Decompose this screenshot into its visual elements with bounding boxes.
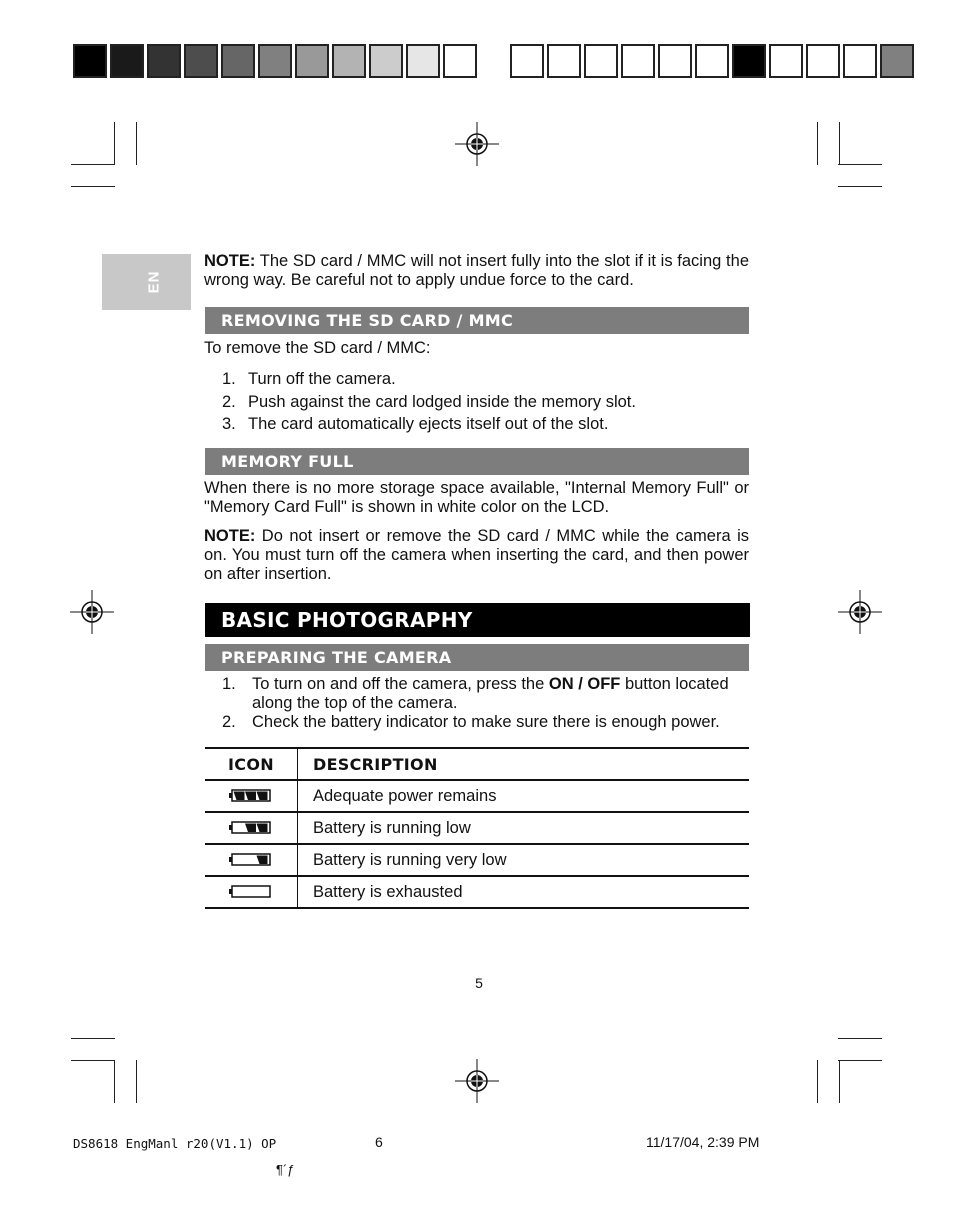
crop-mark: [71, 1038, 115, 1039]
step-number: 3.: [222, 415, 236, 433]
table-row: [205, 780, 749, 812]
color-swatch: [332, 44, 366, 78]
list-item: [204, 713, 749, 732]
step-number: 2.: [222, 392, 236, 411]
battery-full-icon: [205, 780, 298, 812]
column-header-icon: ICON: [205, 748, 298, 780]
battery-bar: [245, 824, 256, 833]
registration-mark-icon: [70, 590, 114, 634]
language-tab-label: EN: [145, 270, 163, 294]
removing-steps: [204, 368, 749, 436]
color-swatch: [110, 44, 144, 78]
color-swatch: [258, 44, 292, 78]
battery-indicator-table: [205, 747, 749, 909]
step-text: Push against the card lodged inside the memory slot.: [248, 392, 636, 411]
registration-mark-icon: [455, 122, 499, 166]
color-swatch: [184, 44, 218, 78]
crop-mark: [136, 122, 137, 165]
battery-bar: [234, 792, 245, 801]
removing-intro-text: To remove the SD card / MMC:: [204, 339, 431, 357]
crop-mark: [817, 122, 818, 165]
color-swatch: [769, 44, 803, 78]
color-swatch: [584, 44, 618, 78]
color-swatch: [658, 44, 692, 78]
crop-mark: [71, 186, 115, 187]
color-swatch: [147, 44, 181, 78]
color-swatch: [621, 44, 655, 78]
list-item: [204, 413, 749, 436]
footer-glyphs: ¶´ƒ: [276, 1162, 295, 1177]
section-heading-removing: REMOVING THE SD CARD / MMC: [205, 307, 749, 334]
color-swatch: [510, 44, 544, 78]
crop-mark: [817, 1060, 818, 1103]
table-row: [205, 812, 749, 844]
step-number: 2.: [222, 713, 236, 731]
crop-mark: [114, 1060, 115, 1103]
footer-file-name: DS8618 EngManl r20(V1.1) OP: [73, 1136, 277, 1151]
crop-mark: [136, 1060, 137, 1103]
crop-mark: [838, 1038, 882, 1039]
note-text: Do not insert or remove the SD card / MMC while the camera is on. You must turn off the camera when inserting the card, and then power on after insertion.: [204, 527, 749, 583]
removing-step-list: [204, 368, 749, 436]
battery-bar: [245, 792, 256, 801]
color-calibration-strip-right: [510, 44, 917, 78]
crop-mark: [114, 122, 115, 165]
color-swatch: [732, 44, 766, 78]
color-swatch: [295, 44, 329, 78]
removing-intro: [204, 339, 749, 358]
note-label: NOTE:: [204, 252, 256, 270]
preparing-steps: [204, 675, 749, 732]
crop-mark: [838, 1060, 882, 1061]
crop-mark: [71, 1060, 115, 1061]
note-paragraph-2: [204, 527, 749, 584]
chapter-heading-basic-photography: BASIC PHOTOGRAPHY: [205, 603, 750, 637]
step-text: Check the battery indicator to make sure there is enough power.: [252, 713, 720, 731]
color-calibration-strip-left: [73, 44, 480, 78]
color-swatch: [695, 44, 729, 78]
battery-bar: [257, 824, 268, 833]
step-text: button located along the top of the camera.: [252, 675, 729, 712]
row-description: Battery is exhausted: [298, 876, 750, 908]
battery-low-icon: [205, 812, 298, 844]
battery-very-low-icon: [205, 844, 298, 876]
list-item: [204, 675, 749, 713]
column-header-description: DESCRIPTION: [298, 748, 750, 780]
step-number: 1.: [222, 370, 236, 388]
memory-full-text: When there is no more storage space available, "Internal Memory Full" or "Memory Card Full" is shown in white color on the LCD.: [204, 479, 749, 516]
step-number: 1.: [222, 675, 236, 693]
crop-mark: [839, 122, 840, 165]
battery-bar: [257, 792, 268, 801]
footer-datetime: 11/17/04, 2:39 PM: [646, 1134, 760, 1150]
table-header-row: [205, 748, 749, 780]
on-off-button-label: ON / OFF: [548, 675, 621, 693]
table-row: [205, 844, 749, 876]
note-text: The SD card / MMC will not insert fully into the slot if it is facing the wrong way. Be careful not to apply undue force to the card.: [204, 252, 749, 289]
registration-mark-icon: [838, 590, 882, 634]
footer-page: 6: [375, 1134, 383, 1150]
crop-mark: [838, 164, 882, 165]
row-description: Adequate power remains: [298, 780, 750, 812]
list-item: [204, 391, 749, 414]
section-heading-preparing: PREPARING THE CAMERA: [205, 644, 749, 671]
row-description: Battery is running very low: [298, 844, 750, 876]
color-swatch: [369, 44, 403, 78]
color-swatch: [443, 44, 477, 78]
battery-bar: [257, 856, 268, 865]
color-swatch: [806, 44, 840, 78]
note-label: NOTE:: [204, 527, 256, 545]
color-swatch: [547, 44, 581, 78]
registration-mark-icon: [455, 1059, 499, 1103]
color-swatch: [221, 44, 255, 78]
row-description: Battery is running low: [298, 812, 750, 844]
note-paragraph: [204, 252, 749, 290]
language-tab: [102, 254, 191, 310]
crop-mark: [71, 164, 115, 165]
memory-full-paragraph: [204, 479, 749, 517]
color-swatch: [406, 44, 440, 78]
preparing-step-list: [204, 675, 749, 732]
color-swatch: [73, 44, 107, 78]
crop-mark: [838, 186, 882, 187]
table-row: [205, 876, 749, 908]
battery-empty-icon: [205, 876, 298, 908]
step-text: The card automatically ejects itself out of the slot.: [248, 415, 609, 433]
color-swatch: [880, 44, 914, 78]
page-number: 5: [475, 975, 483, 991]
list-item: [204, 368, 749, 391]
step-text: Turn off the camera.: [248, 370, 396, 388]
step-text: To turn on and off the camera, press the: [252, 675, 549, 693]
section-heading-memory-full: MEMORY FULL: [205, 448, 749, 475]
crop-mark: [839, 1060, 840, 1103]
color-swatch: [843, 44, 877, 78]
